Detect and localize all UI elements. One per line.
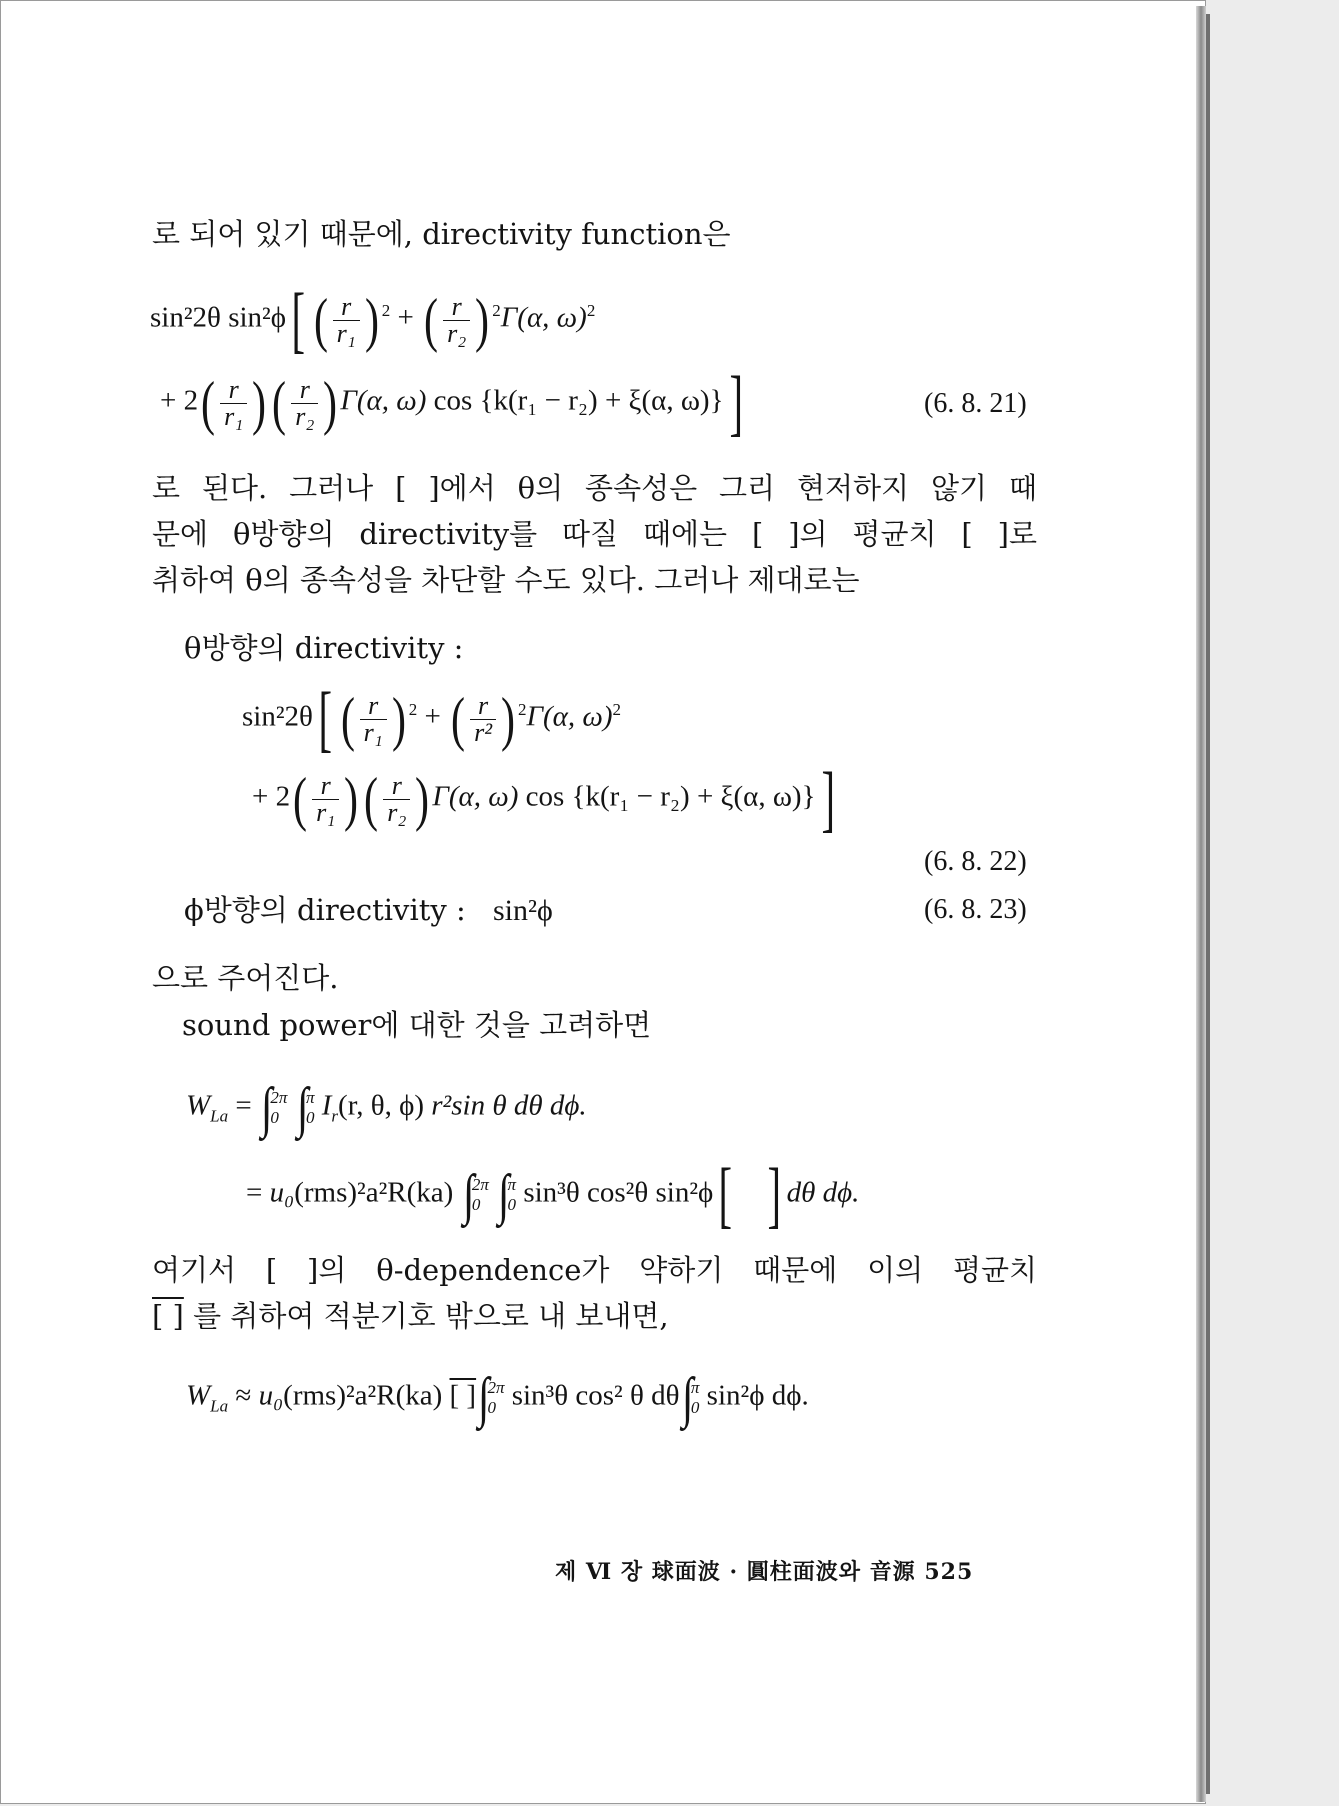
left-paren: ( bbox=[293, 766, 308, 832]
fraction-r-rsq bbox=[470, 690, 496, 747]
left-bracket: [ bbox=[291, 279, 306, 361]
left-paren: ( bbox=[340, 686, 355, 752]
para2-line2-rest: 를 취하여 적분기호 밖으로 내 보내면, bbox=[193, 1299, 669, 1333]
lower-limit: 0 bbox=[305, 1108, 315, 1127]
lower-limit: 0 bbox=[487, 1398, 496, 1417]
phi-directivity-label bbox=[184, 892, 553, 929]
para2-line1: 여기서 [ ]의 θ-dependence가 약하기 때문에 이의 평균치 bbox=[152, 1253, 1037, 1287]
exponent: 2 bbox=[381, 301, 391, 320]
integral-sign: ∫ bbox=[498, 1164, 510, 1226]
rms-term: (rms)²a²R(ka) bbox=[294, 1176, 454, 1209]
plus-sign: + bbox=[397, 301, 414, 334]
intensity-symbol: I bbox=[321, 1089, 332, 1122]
fraction-r-r2 bbox=[443, 291, 470, 348]
denominator: r₁ bbox=[336, 318, 356, 348]
fraction-r-r2 bbox=[291, 374, 318, 431]
theta-directivity-label: θ방향의 directivity : bbox=[184, 631, 464, 665]
integral-limits bbox=[487, 1378, 504, 1418]
given-line: 으로 주어진다. bbox=[152, 961, 339, 995]
gamma-term: Γ(α, ω) bbox=[340, 384, 427, 417]
right-bracket: ] bbox=[821, 758, 835, 840]
numerator: r bbox=[470, 693, 496, 720]
equals-sign: = bbox=[235, 1089, 252, 1122]
left-paren: ( bbox=[364, 766, 379, 832]
sound-power-line: sound power에 대한 것을 고려하면 bbox=[182, 1008, 652, 1042]
denominator: r₂ bbox=[295, 401, 315, 431]
right-paren: ) bbox=[475, 287, 490, 353]
equals-sign: = bbox=[246, 1176, 263, 1209]
numerator: r bbox=[312, 773, 339, 800]
numerator: r bbox=[291, 377, 318, 404]
numerator: r bbox=[383, 773, 410, 800]
fraction-r-r1 bbox=[312, 770, 339, 827]
sin-term: sin²2θ bbox=[150, 301, 221, 334]
upper-limit: π bbox=[507, 1175, 517, 1194]
sin-term: sin²2θ bbox=[242, 700, 313, 733]
right-bracket: ] bbox=[767, 1154, 782, 1236]
w-equation-1 bbox=[186, 1077, 587, 1139]
coefficient: 2 bbox=[275, 780, 291, 813]
integral-sign: ∫ bbox=[681, 1367, 693, 1429]
gamma-term: Γ(α, ω) bbox=[526, 700, 613, 733]
right-paren: ) bbox=[252, 370, 267, 436]
averaged-bracket: [ ] bbox=[152, 1299, 184, 1333]
eq-6-8-21-line1 bbox=[150, 279, 596, 361]
cos-term: cos {k(r₁ − r₂) + ξ(α, ω)} bbox=[433, 384, 724, 417]
left-paren: ( bbox=[201, 370, 216, 436]
rms-term: (rms)²a²R(ka) bbox=[283, 1379, 443, 1412]
eq-tag-6-8-22: (6. 8. 22) bbox=[924, 846, 1027, 877]
differentials: dθ dϕ. bbox=[786, 1176, 860, 1209]
denominator: r₁ bbox=[224, 401, 244, 431]
fraction-r-r1 bbox=[333, 291, 360, 348]
phi-label-text: ϕ방향의 directivity : bbox=[184, 893, 466, 927]
denominator: r₁ bbox=[363, 717, 383, 747]
plus-sign: + bbox=[160, 384, 177, 417]
theta-integrand: sin³θ cos² θ dθ bbox=[511, 1379, 680, 1412]
page-spine-shadow bbox=[1196, 6, 1206, 1802]
para1-line2: 문에 θ방향의 directivity를 따질 때에는 [ ]의 평균치 [ ]로 bbox=[152, 517, 1037, 551]
intensity-subscript: r bbox=[331, 1106, 339, 1126]
right-bracket: ] bbox=[729, 362, 743, 444]
plus-sign: + bbox=[252, 780, 269, 813]
upper-limit: π bbox=[690, 1378, 700, 1397]
upper-limit: 2π bbox=[471, 1175, 489, 1194]
numerator: r bbox=[333, 294, 360, 321]
left-paren: ( bbox=[424, 287, 439, 353]
gamma-term: Γ(α, ω) bbox=[432, 780, 519, 813]
right-paren: ) bbox=[323, 370, 338, 436]
left-bracket: [ bbox=[718, 1154, 733, 1236]
eq-tag-6-8-21: (6. 8. 21) bbox=[924, 388, 1027, 419]
left-bracket: [ bbox=[318, 678, 333, 760]
denominator: r₁ bbox=[316, 797, 336, 827]
w-symbol: W bbox=[186, 1379, 211, 1412]
plus-sign: + bbox=[424, 700, 441, 733]
eq-6-8-22-line2 bbox=[252, 758, 840, 840]
upper-limit: 2π bbox=[487, 1378, 505, 1397]
integrand: sin³θ cos²θ sin²ϕ bbox=[523, 1176, 714, 1209]
denominator: r₂ bbox=[387, 797, 407, 827]
lower-limit: 0 bbox=[690, 1398, 700, 1417]
w-equation-2 bbox=[246, 1154, 860, 1236]
numerator: r bbox=[360, 693, 387, 720]
exponent: 2 bbox=[492, 301, 501, 320]
exponent: 2 bbox=[586, 301, 596, 320]
w-subscript: La bbox=[210, 1106, 229, 1126]
fraction-r-r1 bbox=[220, 374, 247, 431]
integrand-rest: r²sin θ dθ dϕ. bbox=[431, 1089, 587, 1122]
phi-integrand: sin²ϕ dϕ. bbox=[706, 1379, 809, 1412]
approx-sign: ≈ bbox=[235, 1379, 252, 1412]
integral-sign: ∫ bbox=[260, 1077, 273, 1139]
lower-limit: 0 bbox=[471, 1195, 481, 1214]
integral-sign: ∫ bbox=[478, 1367, 490, 1429]
lower-limit: 0 bbox=[507, 1195, 517, 1214]
eq-tag-6-8-23: (6. 8. 23) bbox=[924, 894, 1027, 925]
right-paren: ) bbox=[500, 686, 515, 752]
sin-phi-term: sin²ϕ bbox=[228, 301, 286, 334]
para2-line2 bbox=[152, 1298, 669, 1334]
averaged-bracket: [ ] bbox=[449, 1379, 477, 1412]
integral-limits bbox=[472, 1175, 489, 1215]
integral-limits bbox=[270, 1088, 287, 1128]
intensity-args: (r, θ, ϕ) bbox=[338, 1089, 425, 1122]
integral-sign: ∫ bbox=[462, 1164, 474, 1226]
integral-sign: ∫ bbox=[296, 1077, 309, 1139]
left-paren: ( bbox=[313, 287, 328, 353]
page-footer: 제 Ⅵ 장 球面波 · 圓柱面波와 音源 525 bbox=[555, 1559, 974, 1585]
phi-expression: sin²ϕ bbox=[492, 894, 553, 927]
w-equation-3 bbox=[186, 1367, 809, 1429]
right-paren: ) bbox=[364, 287, 379, 353]
upper-limit: π bbox=[305, 1088, 315, 1107]
numerator: r bbox=[443, 294, 470, 321]
right-paren: ) bbox=[344, 766, 359, 832]
denominator: r₂ bbox=[447, 318, 467, 348]
left-paren: ( bbox=[451, 686, 466, 752]
upper-limit: 2π bbox=[270, 1088, 288, 1107]
fraction-r-r1 bbox=[360, 690, 387, 747]
exponent: 2 bbox=[612, 700, 621, 719]
lower-limit: 0 bbox=[270, 1108, 279, 1127]
w-symbol: W bbox=[186, 1089, 211, 1122]
page-edge bbox=[1206, 14, 1210, 1794]
u0-symbol: u₀ bbox=[258, 1379, 284, 1412]
eq-6-8-22-line1 bbox=[242, 678, 621, 760]
numerator: r bbox=[220, 377, 247, 404]
para1-line3: 취하여 θ의 종속성을 차단할 수도 있다. 그러나 제대로는 bbox=[152, 563, 860, 597]
fraction-r-r2 bbox=[383, 770, 410, 827]
coefficient: 2 bbox=[183, 384, 199, 417]
u0-symbol: u₀ bbox=[269, 1176, 295, 1209]
right-paren: ) bbox=[415, 766, 430, 832]
denominator: r² bbox=[474, 717, 492, 747]
para1-line1: 로 된다. 그러나 [ ]에서 θ의 종속성은 그리 현저하지 않기 때 bbox=[152, 471, 1037, 505]
cos-term: cos {k(r₁ − r₂) + ξ(α, ω)} bbox=[525, 780, 816, 813]
intro-line: 로 되어 있기 때문에, directivity function은 bbox=[152, 217, 731, 251]
eq-6-8-21-line2 bbox=[160, 362, 748, 444]
right-paren: ) bbox=[391, 686, 406, 752]
exponent: 2 bbox=[517, 700, 527, 719]
exponent: 2 bbox=[408, 700, 418, 719]
left-paren: ( bbox=[272, 370, 287, 436]
w-subscript: La bbox=[210, 1396, 229, 1416]
gamma-term: Γ(α, ω) bbox=[500, 301, 587, 334]
